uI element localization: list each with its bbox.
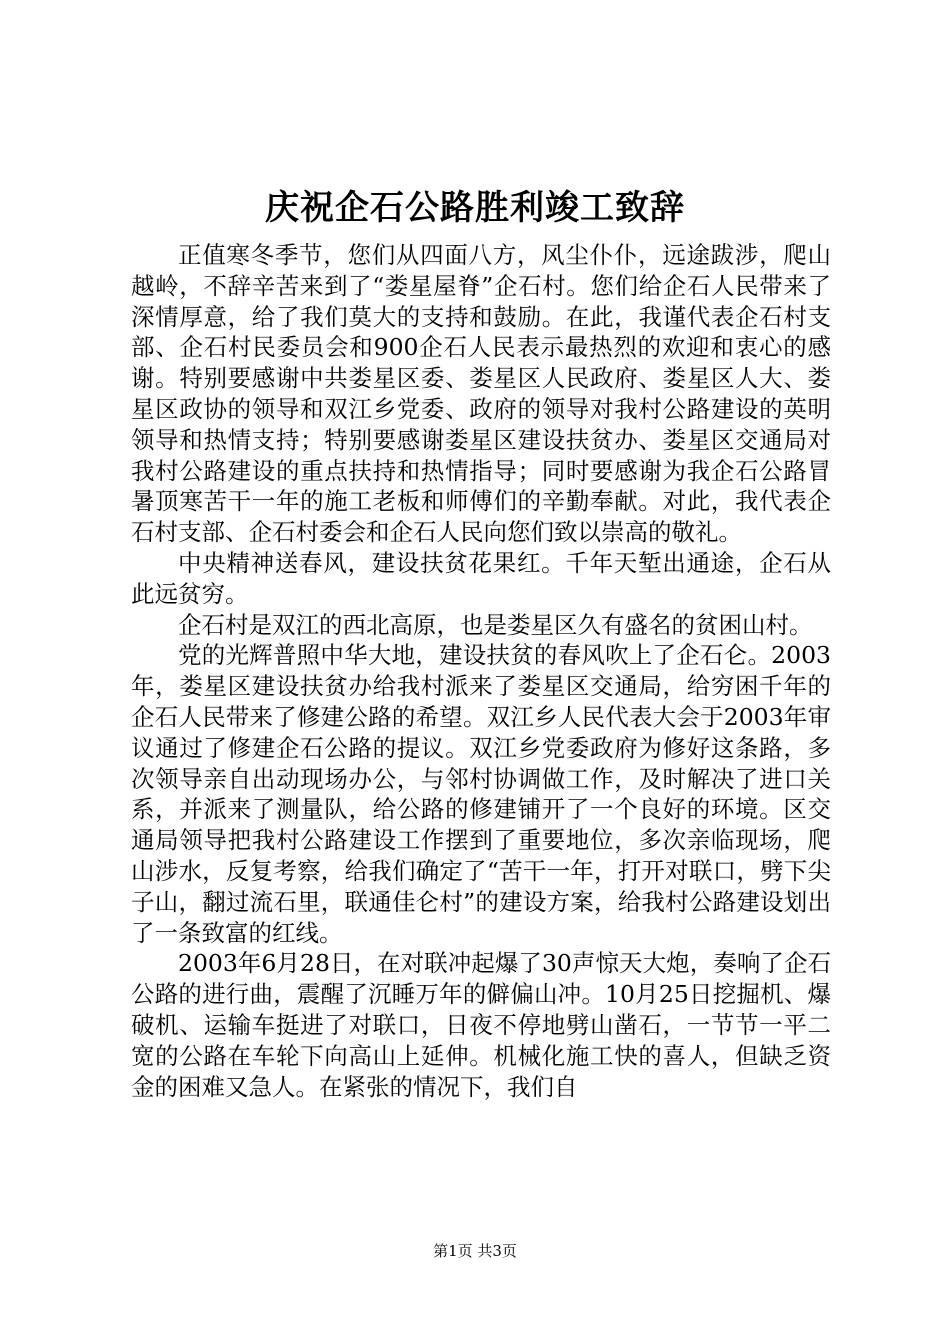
paragraph-village: 企石村是双江的西北高原，也是娄星区久有盛名的贫困山村。 — [178, 610, 813, 639]
paragraph-history: 党的光辉普照中华大地，建设扶贫的春风吹上了企石仑。2003年，娄星区建设扶贫办给我村派来了娄星区交通局，给穷困千年的企石人民带来了修建公路的希望。双江乡人民代表大会于2003年审议通过了修建企石公路的提议。双江乡党委政府为修好这条路，多次领导亲自出动现场办公，与邻村协调做工作，及时解决了进口关系，并派来了测量队，给公路的修建铺开了一个良好的环境。区交通局领导把我村公路建设工作摆到了重要地位，多次亲临现场，爬山涉水，反复考察，给我们确定了“苦干一年，打开对联口，劈下尖子山，翻过流石里，联通佳仑村”的建设方案，给我村公路建设划出了一条致富的红线。 — [131, 641, 831, 947]
document-title: 庆祝企石公路胜利竣工致辞 — [265, 188, 685, 228]
paragraph-poem: 中央精神送春风，建设扶贫花果红。千年天堑出通途，企石从此远贫穷。 — [131, 548, 831, 608]
page-number-footer: 第1页 共3页 — [433, 1242, 517, 1260]
paragraph-construction: 2003年6月28日，在对联冲起爆了30声惊天大炮，奏响了企石公路的进行曲，震醒了沉睡万年的僻偏山冲。10月25日挖掘机、爆破机、运输车挺进了对联口，日夜不停地劈山凿石，一节节一平二宽的公路在车轮下向高山上延伸。机械化施工快的喜人，但缺乏资金的困难又急人。在紧张的情况下，我们自 — [131, 949, 831, 1101]
paragraph-welcome: 正值寒冬季节，您们从四面八方，风尘仆仆，远途跋涉，爬山越岭，不辞辛苦来到了“娄星屋脊”企石村。您们给企石人民带来了深情厚意，给了我们莫大的支持和鼓励。在此，我谨代表企石村支部、企石村民委员会和900企石人民表示最热烈的欢迎和衷心的感谢。特别要感谢中共娄星区委、娄星区人民政府、娄星区人大、娄星区政协的领导和双江乡党委、政府的领导对我村公路建设的英明领导和热情支持；特别要感谢娄星区建设扶贫办、娄星区交通局对我村公路建设的重点扶持和热情指导；同时要感谢为我企石公路冒暑顶寒苦干一年的施工老板和师傅们的辛勤奉献。对此，我代表企石村支部、企石村委会和企石人民向您们致以崇高的敬礼。 — [131, 241, 831, 547]
document-body — [131, 240, 831, 1102]
